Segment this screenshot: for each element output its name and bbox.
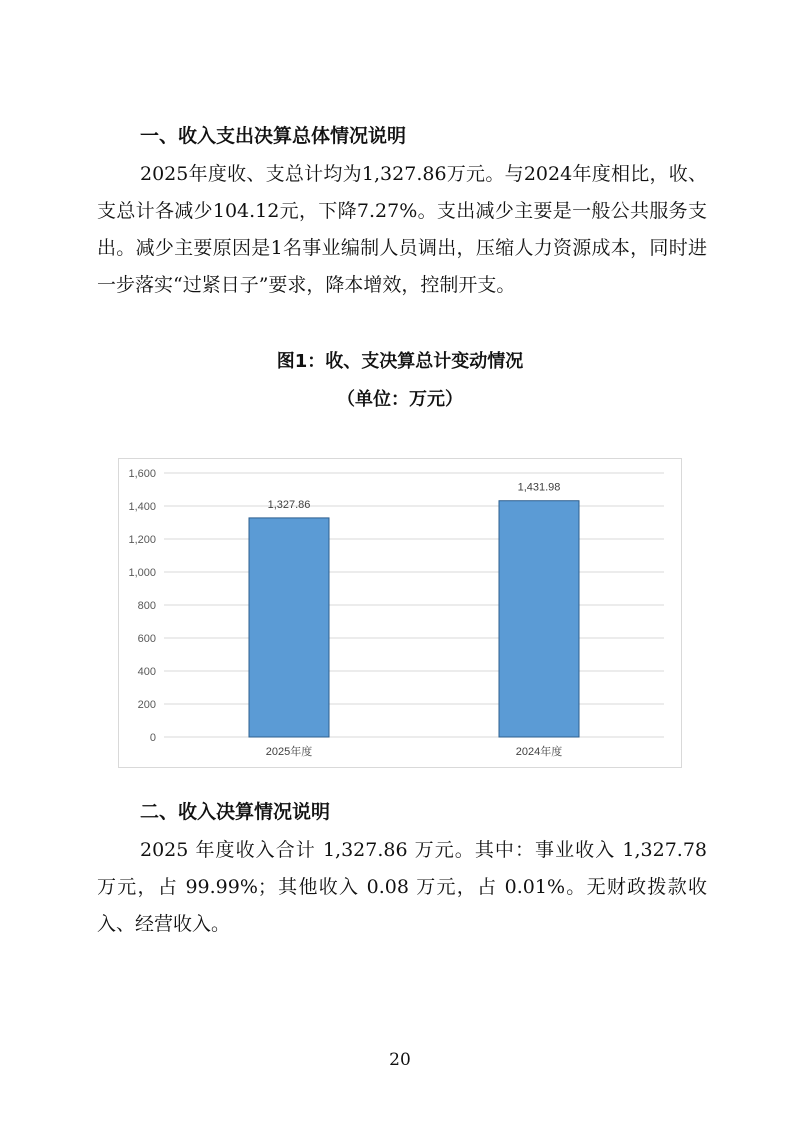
- bar: [499, 501, 579, 737]
- section-paragraph-2: 2025 年度收入合计 1,327.86 万元。其中：事业收入 1,327.78 万元，占 99.99%；其他收入 0.08 万元，占 0.01%。无财政拨款收入、经营收入。: [97, 839, 707, 935]
- bar-chart-svg: [119, 459, 681, 767]
- data-label: 1,327.86: [267, 498, 311, 511]
- figure-unit: （单位：万元）: [337, 389, 463, 410]
- y-tick-label: 400: [137, 666, 156, 678]
- section-heading-2: 二、收入决算情况说明: [140, 801, 331, 823]
- bar-chart: [118, 458, 682, 768]
- y-tick-label: 1,000: [128, 567, 156, 579]
- data-label: 1,431.98: [517, 481, 561, 494]
- y-tick-label: 800: [137, 600, 156, 612]
- section-heading-1: 一、收入支出决算总体情况说明: [140, 125, 407, 147]
- y-tick-label: 600: [137, 633, 156, 645]
- section-paragraph-1: 2025年度收、支总计均为1,327.86万元。与2024年度相比，收、支总计各减少104.12元，下降7.27%。支出减少主要是一般公共服务支出。减少主要原因是1名事业编制人员调出，压缩人力资源成本，同时进一步落实“过紧日子”要求，降本增效，控制开支。: [97, 163, 707, 296]
- x-tick-label: 2025年度: [265, 746, 313, 758]
- y-tick-label: 200: [137, 699, 156, 711]
- y-tick-label: 1,400: [128, 501, 156, 513]
- bar: [249, 518, 329, 737]
- figure-title: 图1：收、支决算总计变动情况: [276, 351, 524, 372]
- x-tick-label: 2024年度: [515, 746, 563, 758]
- y-tick-label: 1,200: [128, 534, 156, 546]
- y-tick-label: 0: [149, 732, 156, 744]
- page-number: 20: [389, 1050, 411, 1070]
- y-tick-label: 1,600: [128, 468, 156, 480]
